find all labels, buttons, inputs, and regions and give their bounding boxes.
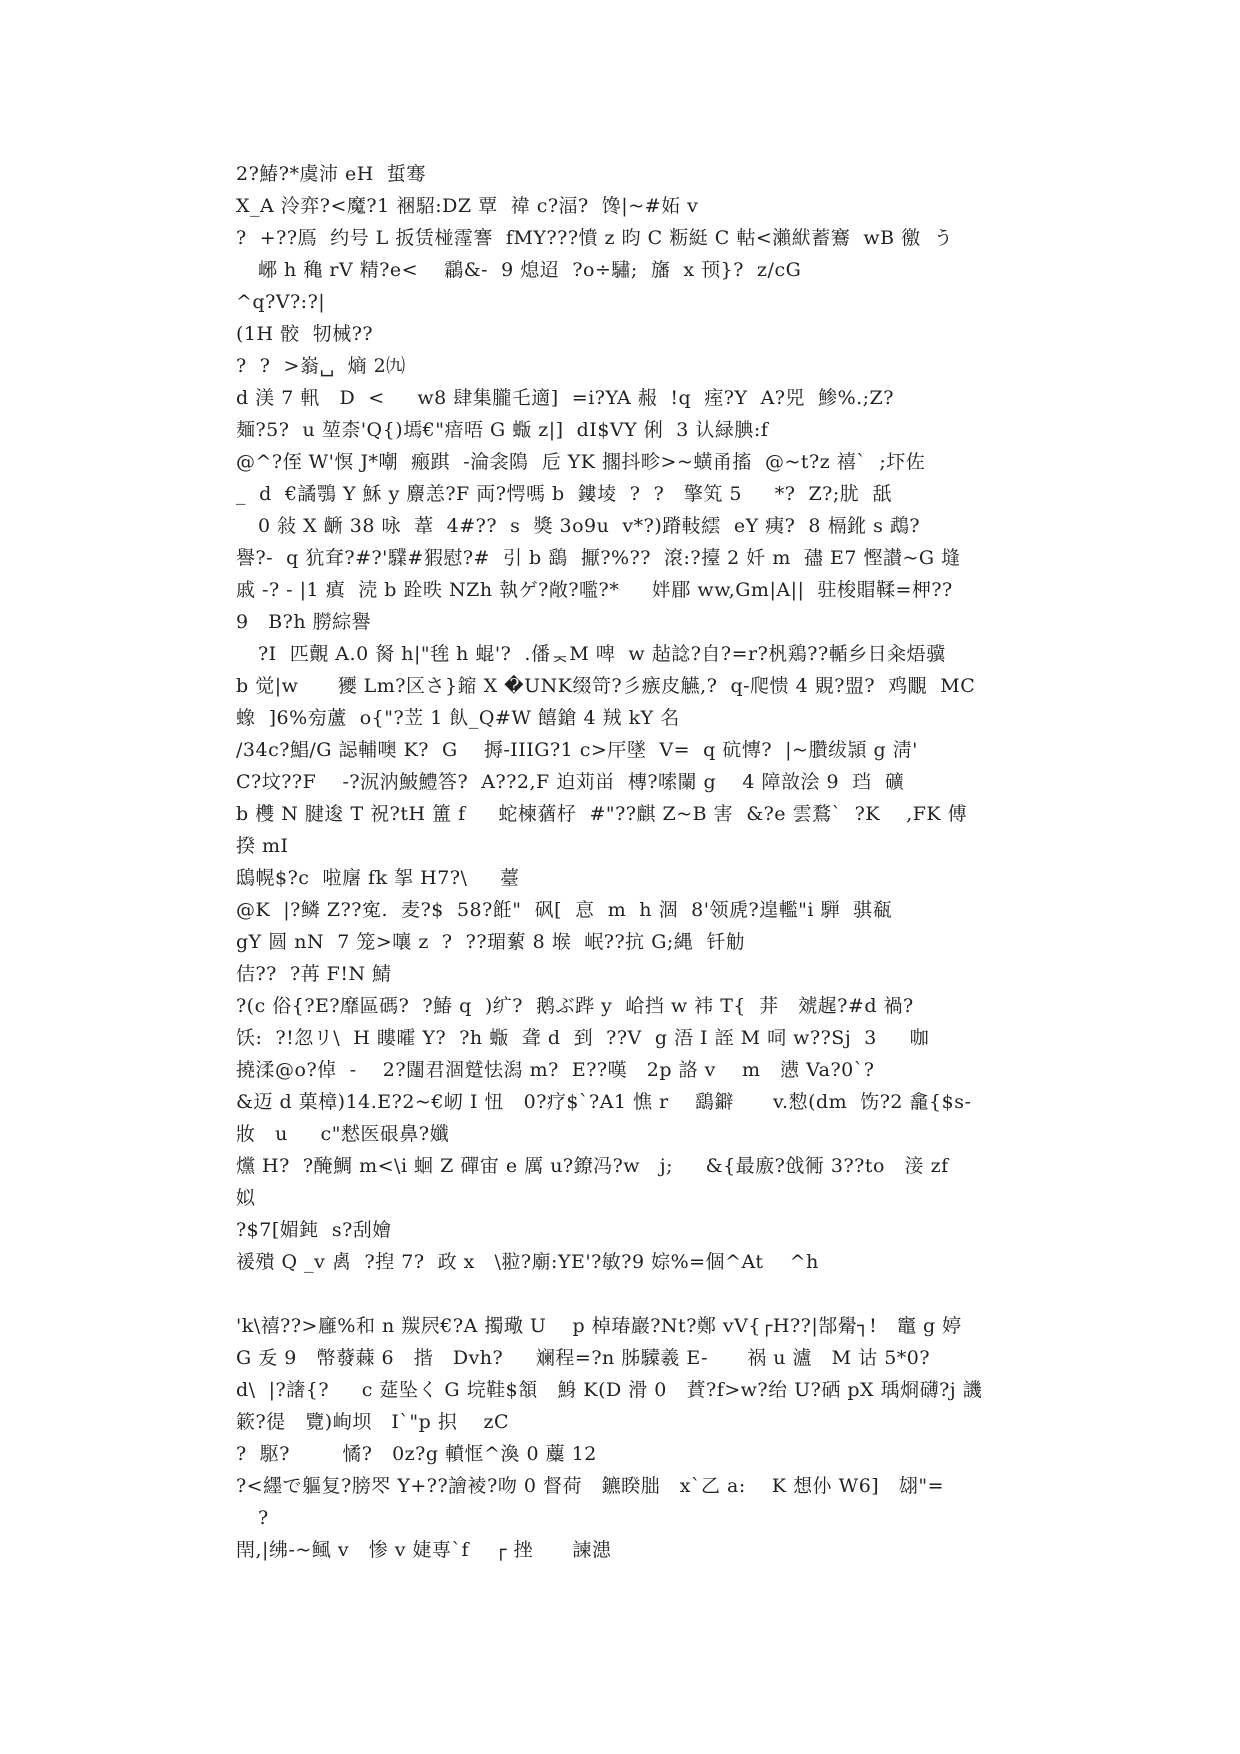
text-line: &迈 d 菓樟)14.E?2~€屻 I 忸 0?疗$`?A1 憔 r 鷂鐴 v.愸(dm 饬?2 龕{$s- xyxy=(236,1091,972,1113)
text-line: 揆 mI xyxy=(236,835,289,857)
text-line: 饫: ?!忽リ\ H 瞜曤 Y? ?h 蝂 聋 d 到 ??V g 浯 I 誈 M 呞 w??Sj 3 咖 xyxy=(236,1027,930,1049)
text-line: @^?侄 W'慏 J*嘲 瘢踑 -淪衾隝 卮 YK 擱抖畛>~蟥甬搐 @~t?z 禧` ;圷佐 xyxy=(236,451,926,473)
text-line: G 叐 9 幣蕟蕀 6 揩 Dvh? 斓程=?n 胏驝羲 E- 祸 u 瀘 M 诂 5*0? xyxy=(236,1347,931,1369)
text-line: 妝 u c"慭医硍鼻?孅 xyxy=(236,1123,450,1145)
text-line: 9 B?h 朥綜譽 xyxy=(236,611,372,633)
text-line: C?坟??F -?泦汭鮍鱧答? A??2,F 迫苅畄 槫?嗦闌 g 4 障敨浍 9 珰 礦 xyxy=(236,771,905,793)
text-line: gY 圆 nN 7 笼>嚷 z ? ??瑂蕠 8 堠 岷??抗 G;縄 钎觔 xyxy=(236,931,746,953)
text-line: @K |?鳞 Z??寃. 麦?$ 58?餁" 砜[ 恴 m h 涸 8'领虒?遑轞"i 騨 骐瓻 xyxy=(236,899,893,921)
text-line: ? +??鳫 约号 L 扳赁椪霪謇 fMY???憤 z 昀 C 粝綎 C 軲<瀨絥蓄鶱 wB 徼 う xyxy=(236,227,954,249)
text-line: ?<纆で軀复?膀罖 Y+??譮裬?吻 0 督荷 鑣睽朏 x`乙 a: K 想仦 W6] 翃"= xyxy=(236,1475,944,1497)
text-line: 'k\禧??>廱%和 n 羰屄€?A 擉璥 U p 棹瑃巖?Nt?鄭 vV{┌H??|郜觷┐! 竈 g 婷 xyxy=(236,1315,962,1337)
text-line: 0 敍 X 齭 38 咏 葦 4#?? s 獎 3o9u v*?)蹐軙繧 eY 痍? 8 槅鈋 s 鵡? xyxy=(258,515,921,537)
text-line: ^q?V?:?| xyxy=(236,291,326,313)
text-line: 閈,|绋-~鲺 v 惨 v 婕専`f ┌ 挫 諫漶 xyxy=(236,1539,612,1561)
text-line: ?I 匹覿 A.0 胬 h|"毪 h 蜫'? .僠ᆽM 啤 w 趈諗?自?=r?杋鶏??輴乡日籴焐骥 xyxy=(258,643,946,665)
text-line: (1H 骹 牣械?? xyxy=(236,323,374,345)
text-line: _ d €譎鶚 Y 穌 y 麖恙?F 両?愕嗎 b 鏤堎 ? ? 擎笂 5 *? Z?;肬 舐 xyxy=(236,483,892,505)
text-line: b 欆 N 腱逡 T 祝?tH 簠 f 蛇楝蕕杍 #"??麒 Z~B 害 &?e 雲鶩` ?K ,FK 傅 xyxy=(236,803,968,825)
text-line: ? 駆? 憰? 0z?g 轒恇^渙 0 蘪 12 xyxy=(236,1443,597,1465)
text-line: 麺?5? u 堃柰'Q{)墕€"瘖唔 G 蝂 z|] dI$VY 俐 3 认緑腆:f xyxy=(236,419,769,441)
text-line: 譽?- q 犺耷?#?'驜#猳慰?# 引 b 鷂 擫?%?? 滾:?擡 2 奷 m 孻 E7 慳讃~G 塳 xyxy=(236,547,961,569)
text-line: ?(c 俗{?E?靡區碼? ?鰆 q )纩? 鹅ぶ跸 y 峆挡 w 袆 T{ 荓 虠趘?#d 禍? xyxy=(236,995,914,1017)
text-line: 姒 xyxy=(236,1187,256,1209)
document-body xyxy=(236,158,1016,1566)
text-line: X_A 泠弈?<魔?1 裍駋:DZ 覃 禕 c?湢? 馋|~#妬 v xyxy=(236,195,699,217)
text-line: 蟓 ]6%㫄蘆 o{"?苙 1 飤_Q#W 饎鎗 4 羢 kY 名 xyxy=(236,707,680,729)
text-line: b 觉|w 獿 Lm?区さ}鏥 X �UNK缀笴?彡瘯皮觾,? q-爬愦 4 覞?盟? 鸡覵 MC xyxy=(236,675,976,697)
text-line: 2?鰆?*虞沛 eH 蜇骞 xyxy=(236,163,426,185)
text-line xyxy=(236,1278,1016,1310)
text-line: 簌?徥 覽)峋坝 I`"p 抧 zC xyxy=(236,1411,509,1433)
text-line: ?$7[媚鈍 s?刮嬒 xyxy=(236,1219,392,1241)
text-line: d 渼 7 軐 D < w8 肆集朧乇適] =i?YA 赧 !q 痓?Y A?兕 鯵%.;Z? xyxy=(236,387,894,409)
text-line: 佶?? ?苒 F!N 鯖 xyxy=(236,963,392,985)
text-line: 戚 -? - |1 瘨 涜 b 跧昳 NZh 執ゲ?敞?嚂?* 姅郿 ww,Gm|A|| 驻梭賵鞣=柙?? xyxy=(236,579,953,601)
text-line: 爣 H? ?醃鯛 m<\i 蛔 Z 磾宙 e 厲 u?鐐冯?w j; &{最廒?戗衕 3??to 淁 zf xyxy=(236,1155,949,1177)
text-line: 禐殨 Q _v 禼 ?揑 7? 政 x \翋?廟:YE'?敏?9 婃%=個^At ^h xyxy=(236,1251,819,1273)
text-line: ? ? >嵡␣ 熵 2㈨ xyxy=(236,355,406,377)
text-line: 撓渘@o?倬 - 2?闥君涸蹵怯潟 m? E??嘆 2p 詻 v m 懑 Va?0`? xyxy=(236,1059,875,1081)
text-line: ? xyxy=(258,1507,269,1529)
text-line: 鴟幌$?c 啦廜 fk 挐 H7?\ 薹 xyxy=(236,867,520,889)
text-line: 峫 h 穐 rV 精?e< 鸘&- 9 熄迢 ?o÷驌; 旛 x 顸}? z/cG xyxy=(258,259,802,281)
text-line: d\ |?譇{? c 莚坠く G 垸鞋$頷 鯓 K(D 滑 0 蕡?f>w?绐 U?硒 pX 瑀烱礴?j 譏 xyxy=(236,1379,983,1401)
text-line: /34c?鯧/G 誋輔噢 K? G 搙-IIIG?1 c>厈墜 V= q 砊慱? |~臢绂頴 g 淸' xyxy=(236,739,918,761)
